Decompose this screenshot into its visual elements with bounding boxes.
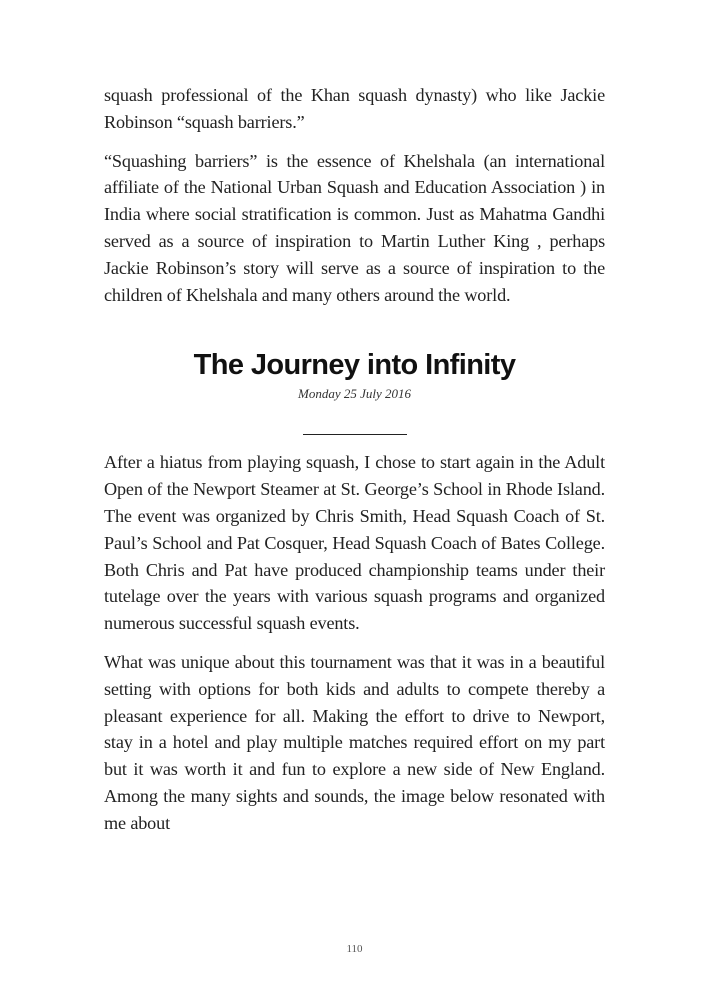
- page-number: 110: [346, 943, 363, 955]
- paragraph: “Squashing barriers” is the essence of Khelshala (an international affiliate of the National Urban Squash and Education Association ) in India where social stratification is common. Just as Mahatma Gandhi served as a source of inspiration to Martin Luther King , perhaps Jackie Robinson’s story will serve as a source of inspiration to the children of Khelshala and many others around the world.: [104, 150, 605, 305]
- section-title: The Journey into Infinity: [193, 349, 516, 382]
- section-date: Monday 25 July 2016: [297, 386, 411, 402]
- page-body: [104, 82, 605, 849]
- paragraph: After a hiatus from playing squash, I chose to start again in the Adult Open of the Newport Steamer at St. George’s School in Rhode Island. The event was organized by Chris Smith, Head Squash Coach of St. Paul’s School and Pat Cosquer, Head Squash Coach of Bates College. Both Chris and Pat have produced championship teams under their tutelage over the years with various squash programs and organized numerous successful squash events.: [104, 452, 605, 634]
- paragraph: What was unique about this tournament was that it was in a beautiful setting with options for both kids and adults to compete thereby a pleasant experience for all. Making the effort to drive to Newport, stay in a hotel and play multiple matches required effort on my part but it was worth it and fun to explore a new side of New England. Among the many sights and sounds, the image below resonated with me about: [104, 651, 605, 833]
- section-divider: [303, 434, 407, 435]
- paragraph: squash professional of the Khan squash dynasty) who like Jackie Robinson “squash barriers.”: [104, 85, 605, 132]
